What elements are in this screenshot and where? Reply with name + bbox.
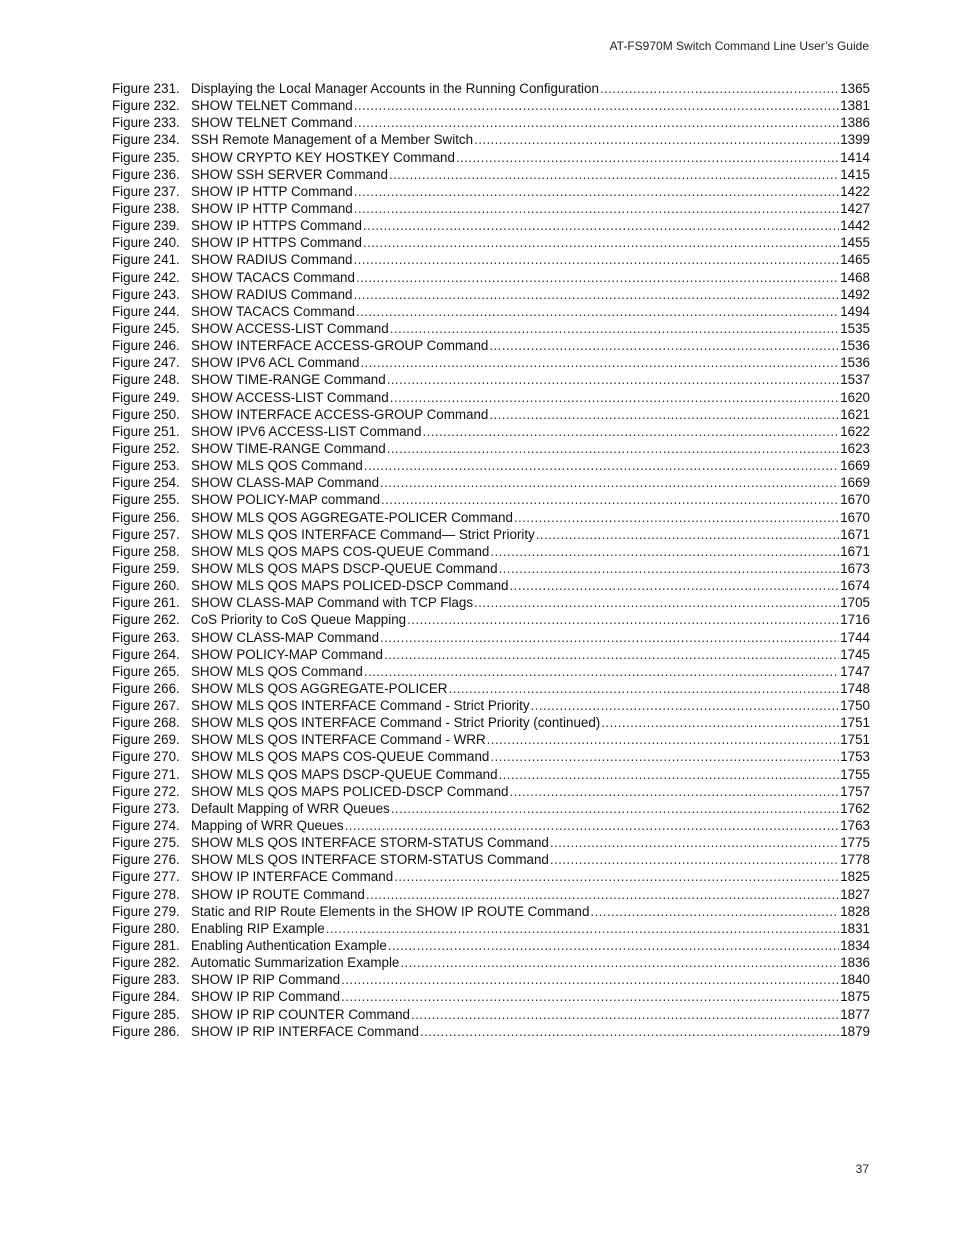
figure-number: Figure 242. — [112, 269, 180, 285]
figure-page-number: 1674 — [840, 578, 870, 594]
figure-number: Figure 243. — [112, 286, 180, 302]
figure-page-number: 1465 — [840, 252, 870, 268]
figure-title: SHOW TELNET Command — [191, 98, 353, 114]
figure-title: SHOW MLS QOS INTERFACE Command - WRR — [191, 732, 486, 748]
figure-page-number: 1827 — [840, 886, 870, 902]
figure-number: Figure 270. — [112, 749, 180, 765]
figure-page-number: 1494 — [840, 303, 870, 319]
dot-leader — [345, 817, 840, 834]
figure-number: Figure 271. — [112, 766, 180, 782]
dot-leader — [400, 954, 839, 971]
dot-leader — [341, 988, 839, 1005]
figure-number: Figure 284. — [112, 989, 180, 1005]
figure-title: SHOW MLS QOS MAPS POLICED-DSCP Command — [191, 783, 509, 799]
figure-number: Figure 238. — [112, 200, 180, 216]
figure-title: SHOW MLS QOS INTERFACE Command - Strict Priority — [191, 698, 530, 714]
dot-leader — [390, 320, 840, 337]
dot-leader — [381, 491, 839, 508]
dot-leader — [353, 251, 839, 268]
figure-entry[interactable] — [112, 423, 870, 440]
figure-page-number: 1669 — [840, 475, 870, 491]
figure-entry[interactable] — [112, 80, 870, 97]
figure-number: Figure 282. — [112, 955, 180, 971]
figure-page-number: 1536 — [840, 338, 870, 354]
figure-title: Enabling RIP Example — [191, 920, 325, 936]
figure-entry[interactable] — [112, 920, 870, 937]
figure-number: Figure 231. — [112, 81, 180, 96]
figure-entry[interactable] — [112, 320, 870, 337]
figure-entry[interactable] — [112, 1023, 870, 1040]
figure-number: Figure 261. — [112, 595, 180, 611]
figure-page-number: 1762 — [840, 800, 870, 816]
dot-leader — [341, 971, 839, 988]
figure-entry[interactable] — [112, 663, 870, 680]
figure-page-number: 1535 — [840, 320, 870, 336]
figure-entry[interactable] — [112, 354, 870, 371]
figure-title: Static and RIP Route Elements in the SHOW IP ROUTE Command — [191, 903, 590, 919]
figure-page-number: 1875 — [840, 989, 870, 1005]
dot-leader — [489, 337, 839, 354]
figure-number: Figure 276. — [112, 852, 180, 868]
figure-title: SHOW MLS QOS MAPS POLICED-DSCP Command — [191, 578, 509, 594]
figure-page-number: 1620 — [840, 389, 870, 405]
dot-leader — [380, 474, 839, 491]
figure-entry[interactable] — [112, 748, 870, 765]
figure-page-number: 1744 — [840, 629, 870, 645]
figure-page-number: 1753 — [840, 749, 870, 765]
figure-page-number: 1757 — [840, 783, 870, 799]
figure-entry[interactable] — [112, 131, 870, 148]
figure-entry[interactable] — [112, 680, 870, 697]
figure-number: Figure 237. — [112, 183, 180, 199]
figure-page-number: 1716 — [840, 612, 870, 628]
figure-entry[interactable] — [112, 97, 870, 114]
figure-title: SHOW MLS QOS INTERFACE STORM-STATUS Command — [191, 852, 549, 868]
dot-leader — [354, 97, 839, 114]
dot-leader — [391, 800, 839, 817]
figure-title: SHOW IPV6 ACL Command — [191, 355, 360, 371]
figure-number: Figure 253. — [112, 458, 180, 474]
figure-number: Figure 277. — [112, 869, 180, 885]
figure-entry[interactable] — [112, 303, 870, 320]
figure-entry[interactable] — [112, 114, 870, 131]
figure-page-number: 1670 — [840, 509, 870, 525]
figure-entry[interactable] — [112, 988, 870, 1005]
figure-title: Enabling Authentication Example — [191, 938, 387, 954]
figure-title: SHOW IP ROUTE Command — [191, 886, 365, 902]
figure-number: Figure 241. — [112, 252, 180, 268]
figure-title: SHOW MLS QOS MAPS DSCP-QUEUE Command — [191, 766, 498, 782]
figure-entry[interactable] — [112, 491, 870, 508]
figure-title: SHOW POLICY-MAP command — [191, 492, 381, 508]
figure-page-number: 1877 — [840, 1006, 870, 1022]
dot-leader — [487, 731, 840, 748]
figure-title: SHOW MLS QOS MAPS COS-QUEUE Command — [191, 749, 490, 765]
dot-leader — [600, 80, 839, 97]
figure-page-number: 1670 — [840, 492, 870, 508]
dot-leader — [489, 406, 839, 423]
figure-page-number: 1747 — [840, 663, 870, 679]
figure-number: Figure 244. — [112, 303, 180, 319]
figure-title: SHOW IPV6 ACCESS-LIST Command — [191, 423, 422, 439]
figure-entry[interactable] — [112, 834, 870, 851]
figure-title: Displaying the Local Manager Accounts in the Running Configuration — [191, 81, 599, 96]
figure-page-number: 1763 — [840, 818, 870, 834]
figure-number: Figure 274. — [112, 818, 180, 834]
dot-leader — [389, 166, 839, 183]
dot-leader — [411, 1006, 839, 1023]
figure-entry[interactable] — [112, 868, 870, 885]
figure-title: SHOW CLASS-MAP Command — [191, 629, 380, 645]
figure-page-number: 1623 — [840, 440, 870, 456]
figure-entry[interactable] — [112, 594, 870, 611]
figure-page-number: 1751 — [840, 715, 870, 731]
figure-entry[interactable] — [112, 851, 870, 868]
figure-title: Automatic Summarization Example — [191, 955, 400, 971]
figure-entry[interactable] — [112, 611, 870, 628]
dot-leader — [394, 868, 839, 885]
dot-leader — [354, 200, 839, 217]
figure-title: SHOW CLASS-MAP Command — [191, 475, 380, 491]
figure-title: SHOW MLS QOS INTERFACE Command - Strict Priority (continued) — [191, 715, 601, 731]
figure-entry[interactable] — [112, 526, 870, 543]
figure-page-number: 1748 — [840, 680, 870, 696]
dot-leader — [364, 457, 839, 474]
dot-leader — [354, 183, 839, 200]
dot-leader — [364, 663, 839, 680]
figure-number: Figure 247. — [112, 355, 180, 371]
figure-entry[interactable] — [112, 697, 870, 714]
dot-leader — [531, 697, 840, 714]
dot-leader — [514, 509, 839, 526]
figure-entry[interactable] — [112, 234, 870, 251]
figure-number: Figure 269. — [112, 732, 180, 748]
dot-leader — [354, 114, 839, 131]
figure-entry[interactable] — [112, 269, 870, 286]
figure-number: Figure 268. — [112, 715, 180, 731]
figure-number: Figure 263. — [112, 629, 180, 645]
figure-page-number: 1750 — [840, 698, 870, 714]
figure-entry[interactable] — [112, 440, 870, 457]
figure-page-number: 1778 — [840, 852, 870, 868]
figure-title: SHOW MLS QOS AGGREGATE-POLICER — [191, 680, 448, 696]
dot-leader — [474, 131, 839, 148]
figure-page-number: 1536 — [840, 355, 870, 371]
figure-entry[interactable] — [112, 406, 870, 423]
figure-page-number: 1422 — [840, 183, 870, 199]
figure-entry[interactable] — [112, 1006, 870, 1023]
dot-leader — [387, 371, 840, 388]
figure-page-number: 1671 — [840, 526, 870, 542]
figure-entry[interactable] — [112, 457, 870, 474]
figure-page-number: 1775 — [840, 835, 870, 851]
figure-page-number: 1745 — [840, 646, 870, 662]
figure-number: Figure 245. — [112, 320, 180, 336]
figure-title: SSH Remote Management of a Member Switch — [191, 132, 474, 148]
figure-title: SHOW RADIUS Command — [191, 286, 353, 302]
figure-entry[interactable] — [112, 714, 870, 731]
figure-page-number: 1427 — [840, 200, 870, 216]
figure-title: SHOW MLS QOS MAPS COS-QUEUE Command — [191, 543, 490, 559]
figure-number: Figure 259. — [112, 560, 180, 576]
figure-title: SHOW MLS QOS MAPS DSCP-QUEUE Command — [191, 560, 498, 576]
figure-number: Figure 249. — [112, 389, 180, 405]
figure-number: Figure 280. — [112, 920, 180, 936]
figure-entry[interactable] — [112, 783, 870, 800]
figure-title: SHOW MLS QOS AGGREGATE-POLICER Command — [191, 509, 513, 525]
dot-leader — [550, 834, 839, 851]
figure-page-number: 1669 — [840, 458, 870, 474]
figure-entry[interactable] — [112, 903, 870, 920]
figure-entry[interactable] — [112, 337, 870, 354]
figure-page-number: 1414 — [840, 149, 870, 165]
figure-entry[interactable] — [112, 954, 870, 971]
dot-leader — [326, 920, 839, 937]
dot-leader — [420, 1023, 839, 1040]
figure-number: Figure 254. — [112, 475, 180, 491]
figure-number: Figure 236. — [112, 166, 180, 182]
figure-title: SHOW TIME-RANGE Command — [191, 372, 386, 388]
figure-title: Mapping of WRR Queues — [191, 818, 344, 834]
figure-number: Figure 258. — [112, 543, 180, 559]
dot-leader — [490, 748, 839, 765]
dot-leader — [601, 714, 839, 731]
figure-page-number: 1365 — [840, 81, 870, 96]
page-number: 37 — [855, 1162, 869, 1176]
list-of-figures — [112, 80, 870, 1040]
figure-entry[interactable] — [112, 183, 870, 200]
figure-number: Figure 240. — [112, 235, 180, 251]
figure-number: Figure 251. — [112, 423, 180, 439]
dot-leader — [356, 303, 839, 320]
figure-number: Figure 252. — [112, 440, 180, 456]
figure-entry[interactable] — [112, 251, 870, 268]
dot-leader — [456, 149, 839, 166]
figure-title: SHOW TELNET Command — [191, 115, 353, 131]
figure-page-number: 1834 — [840, 938, 870, 954]
figure-page-number: 1751 — [840, 732, 870, 748]
figure-page-number: 1879 — [840, 1023, 870, 1039]
dot-leader — [360, 354, 839, 371]
running-header: AT-FS970M Switch Command Line User’s Guide — [609, 39, 869, 53]
figure-page-number: 1671 — [840, 543, 870, 559]
figure-entry[interactable] — [112, 731, 870, 748]
figure-number: Figure 233. — [112, 115, 180, 131]
figure-entry[interactable] — [112, 800, 870, 817]
figure-page-number: 1705 — [840, 595, 870, 611]
dot-leader — [366, 886, 839, 903]
figure-entry[interactable] — [112, 971, 870, 988]
figure-entry[interactable] — [112, 766, 870, 783]
dot-leader — [387, 440, 840, 457]
figure-title: CoS Priority to CoS Queue Mapping — [191, 612, 407, 628]
figure-number: Figure 283. — [112, 972, 180, 988]
figure-number: Figure 248. — [112, 372, 180, 388]
figure-title: SHOW TACACS Command — [191, 269, 355, 285]
figure-title: SHOW IP INTERFACE Command — [191, 869, 394, 885]
dot-leader — [363, 217, 839, 234]
figure-entry[interactable] — [112, 286, 870, 303]
figure-entry[interactable] — [112, 474, 870, 491]
figure-page-number: 1442 — [840, 218, 870, 234]
figure-entry[interactable] — [112, 560, 870, 577]
figure-page-number: 1828 — [840, 903, 870, 919]
figure-title: SHOW IP HTTP Command — [191, 200, 353, 216]
figure-title: SHOW POLICY-MAP Command — [191, 646, 383, 662]
dot-leader — [390, 389, 840, 406]
figure-number: Figure 278. — [112, 886, 180, 902]
figure-entry[interactable] — [112, 629, 870, 646]
figure-title: SHOW IP HTTPS Command — [191, 218, 362, 234]
figure-number: Figure 267. — [112, 698, 180, 714]
figure-entry[interactable] — [112, 371, 870, 388]
figure-number: Figure 266. — [112, 680, 180, 696]
figure-number: Figure 265. — [112, 663, 180, 679]
figure-page-number: 1840 — [840, 972, 870, 988]
figure-title: SHOW IP RIP Command — [191, 972, 341, 988]
figure-entry[interactable] — [112, 577, 870, 594]
figure-number: Figure 256. — [112, 509, 180, 525]
figure-title: SHOW IP HTTPS Command — [191, 235, 362, 251]
figure-number: Figure 250. — [112, 406, 180, 422]
figure-page-number: 1836 — [840, 955, 870, 971]
figure-number: Figure 234. — [112, 132, 180, 148]
figure-entry[interactable] — [112, 937, 870, 954]
figure-title: SHOW TIME-RANGE Command — [191, 440, 386, 456]
figure-title: SHOW INTERFACE ACCESS-GROUP Command — [191, 406, 489, 422]
figure-page-number: 1621 — [840, 406, 870, 422]
figure-title: SHOW MLS QOS INTERFACE STORM-STATUS Command — [191, 835, 549, 851]
dot-leader — [380, 629, 839, 646]
figure-number: Figure 257. — [112, 526, 180, 542]
figure-page-number: 1755 — [840, 766, 870, 782]
figure-page-number: 1673 — [840, 560, 870, 576]
figure-title: SHOW MLS QOS INTERFACE Command— Strict Priority — [191, 526, 535, 542]
dot-leader — [407, 611, 839, 628]
figure-title: SHOW CRYPTO KEY HOSTKEY Command — [191, 149, 455, 165]
figure-page-number: 1415 — [840, 166, 870, 182]
dot-leader — [422, 423, 839, 440]
figure-number: Figure 279. — [112, 903, 180, 919]
dot-leader — [388, 937, 839, 954]
figure-entry[interactable] — [112, 149, 870, 166]
figure-page-number: 1492 — [840, 286, 870, 302]
figure-entry[interactable] — [112, 166, 870, 183]
figure-title: SHOW ACCESS-LIST Command — [191, 389, 389, 405]
dot-leader — [590, 903, 839, 920]
figure-entry[interactable] — [112, 886, 870, 903]
figure-number: Figure 262. — [112, 612, 180, 628]
figure-number: Figure 275. — [112, 835, 180, 851]
figure-number: Figure 246. — [112, 338, 180, 354]
figure-entry[interactable] — [112, 389, 870, 406]
figure-title: SHOW IP RIP INTERFACE Command — [191, 1023, 419, 1039]
figure-page-number: 1386 — [840, 115, 870, 131]
dot-leader — [499, 766, 840, 783]
figure-number: Figure 239. — [112, 218, 180, 234]
dot-leader — [499, 560, 840, 577]
figure-page-number: 1831 — [840, 920, 870, 936]
figure-entry[interactable] — [112, 817, 870, 834]
dot-leader — [509, 577, 839, 594]
dot-leader — [353, 286, 839, 303]
figure-title: SHOW CLASS-MAP Command with TCP Flags — [191, 595, 474, 611]
dot-leader — [536, 526, 839, 543]
figure-title: SHOW IP RIP Command — [191, 989, 341, 1005]
figure-page-number: 1622 — [840, 423, 870, 439]
figure-entry[interactable] — [112, 217, 870, 234]
dot-leader — [356, 269, 839, 286]
dot-leader — [474, 594, 839, 611]
figure-number: Figure 272. — [112, 783, 180, 799]
figure-page-number: 1381 — [840, 98, 870, 114]
figure-number: Figure 260. — [112, 578, 180, 594]
figure-number: Figure 232. — [112, 98, 180, 114]
figure-entry[interactable] — [112, 646, 870, 663]
dot-leader — [490, 543, 839, 560]
figure-title: SHOW INTERFACE ACCESS-GROUP Command — [191, 338, 489, 354]
figure-number: Figure 285. — [112, 1006, 180, 1022]
figure-number: Figure 235. — [112, 149, 180, 165]
dot-leader — [550, 851, 839, 868]
dot-leader — [363, 234, 839, 251]
figure-page-number: 1468 — [840, 269, 870, 285]
figure-title: SHOW ACCESS-LIST Command — [191, 320, 389, 336]
figure-page-number: 1537 — [840, 372, 870, 388]
dot-leader — [384, 646, 839, 663]
dot-leader — [509, 783, 839, 800]
figure-title: SHOW IP HTTP Command — [191, 183, 353, 199]
figure-entry[interactable] — [112, 509, 870, 526]
figure-number: Figure 255. — [112, 492, 180, 508]
dot-leader — [448, 680, 839, 697]
figure-number: Figure 273. — [112, 800, 180, 816]
figure-page-number: 1825 — [840, 869, 870, 885]
figure-title: SHOW TACACS Command — [191, 303, 355, 319]
figure-title: Default Mapping of WRR Queues — [191, 800, 390, 816]
figure-title: SHOW IP RIP COUNTER Command — [191, 1006, 411, 1022]
figure-entry[interactable] — [112, 200, 870, 217]
figure-title: SHOW MLS QOS Command — [191, 458, 363, 474]
figure-title: SHOW MLS QOS Command — [191, 663, 363, 679]
figure-number: Figure 286. — [112, 1023, 180, 1039]
figure-entry[interactable] — [112, 543, 870, 560]
figure-page-number: 1455 — [840, 235, 870, 251]
figure-number: Figure 264. — [112, 646, 180, 662]
figure-number: Figure 281. — [112, 938, 180, 954]
figure-page-number: 1399 — [840, 132, 870, 148]
figure-title: SHOW RADIUS Command — [191, 252, 353, 268]
figure-title: SHOW SSH SERVER Command — [191, 166, 388, 182]
